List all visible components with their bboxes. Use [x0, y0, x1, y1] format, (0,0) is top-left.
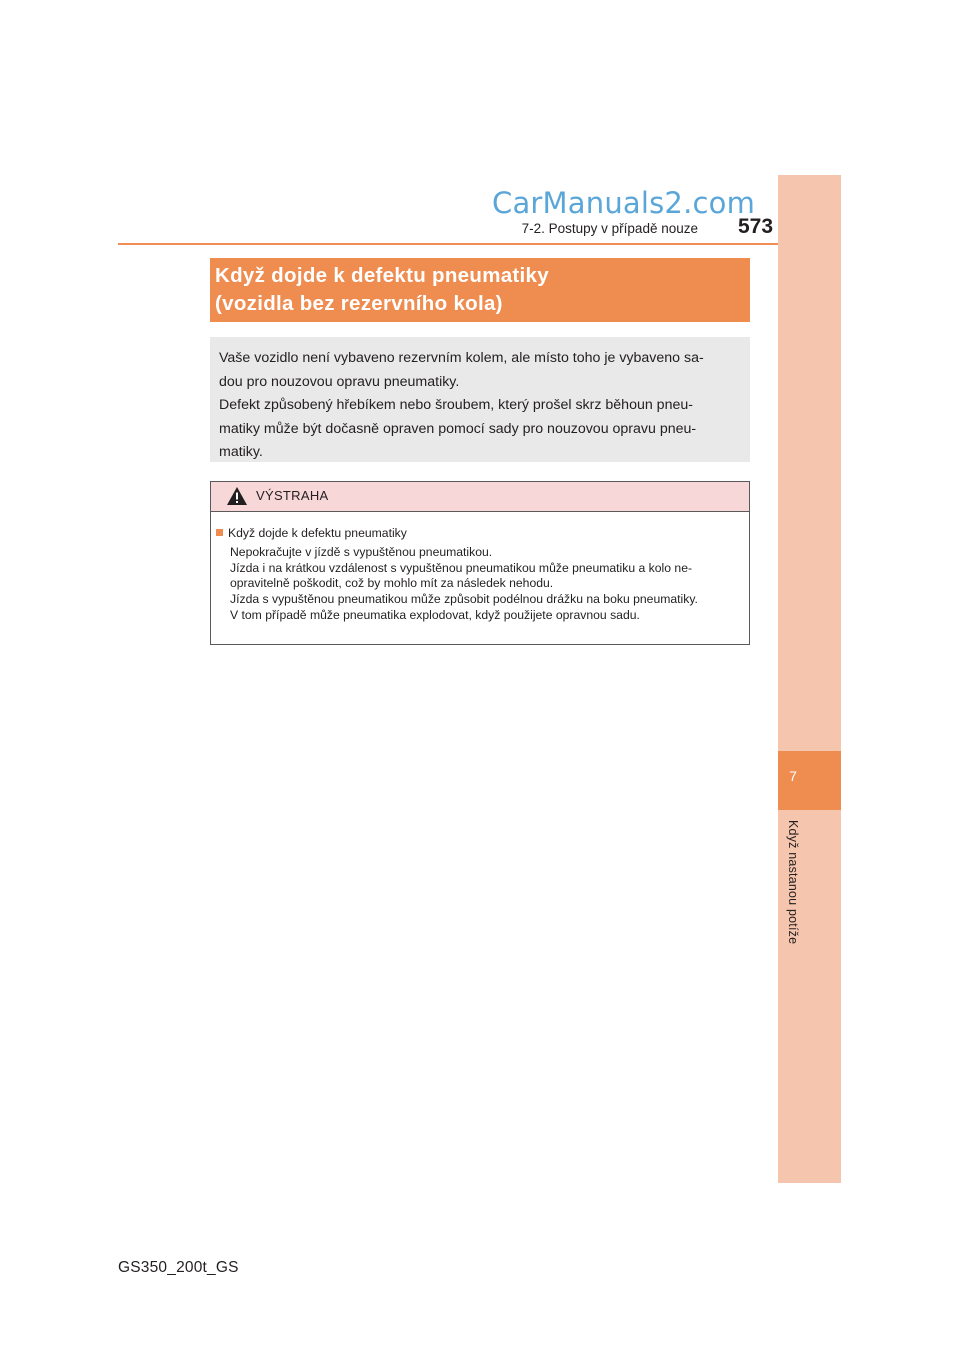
warning-line: opravitelně poškodit, což by mohlo mít za následek nehodu. [230, 576, 554, 591]
warning-line: Jízda i na krátkou vzdálenost s vypuštěnou pneumatikou může pneumatiku a kolo ne- [230, 560, 693, 575]
warning-line: V tom případě může pneumatika explodovat, když použijete opravnou sadu. [230, 607, 640, 622]
intro-line: matiky může být dočasně opraven pomocí sady pro nouzovou opravu pneu- [219, 420, 697, 437]
chapter-side-tab [778, 175, 841, 1183]
warning-triangle-icon [227, 487, 247, 505]
section-title-line-2: (vozidla bez rezervního kola) [215, 292, 503, 315]
section-title-box [210, 258, 750, 322]
chapter-title: Když nastanou potíže [786, 820, 800, 945]
warning-header [211, 482, 749, 512]
warning-label: VÝSTRAHA [256, 488, 329, 503]
intro-line: matiky. [219, 444, 263, 460]
page-number: 573 [738, 215, 774, 238]
intro-line: Vaše vozidlo není vybaveno rezervním kolem, ale místo toho je vybaveno sa- [219, 350, 704, 366]
header-section-title: 7-2. Postupy v případě nouze [521, 221, 698, 236]
warning-subhead [216, 526, 407, 540]
square-bullet-icon [216, 529, 223, 536]
warning-body [230, 545, 745, 624]
section-title-line-1: Když dojde k defektu pneumatiky [215, 264, 549, 287]
warning-line: Jízda s vypuštěnou pneumatikou může způsobit podélnou drážku na boku pneumatiky. [230, 592, 698, 607]
intro-line: Defekt způsobený hřebíkem nebo šroubem, který prošel skrz běhoun pneu- [219, 397, 693, 413]
warning-subhead-text: Když dojde k defektu pneumatiky [228, 526, 407, 540]
warning-box [210, 481, 750, 645]
chapter-number: 7 [789, 768, 797, 784]
header-divider [118, 243, 841, 245]
intro-line: dou pro nouzovou opravu pneumatiky. [219, 373, 460, 390]
warning-line: Nepokračujte v jízdě s vypuštěnou pneumatikou. [230, 545, 493, 559]
watermark: CarManuals2.com [492, 186, 756, 220]
intro-box [210, 337, 750, 462]
footer-model-code: GS350_200t_GS [118, 1259, 239, 1276]
